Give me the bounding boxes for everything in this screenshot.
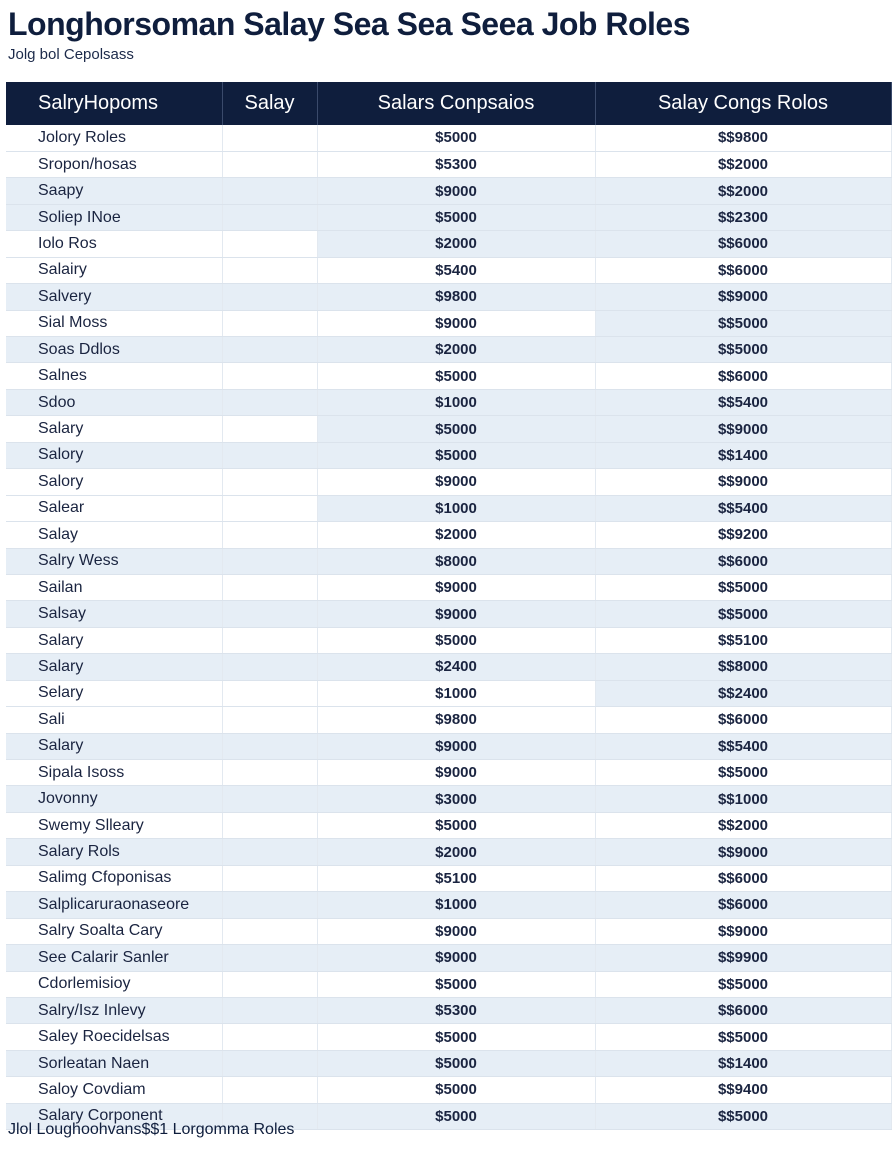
role-cell: Sailan: [6, 574, 222, 600]
range-cell: $$9000: [595, 839, 891, 865]
role-cell: Salary: [6, 733, 222, 759]
role-cell: Salary Rols: [6, 839, 222, 865]
table-row: [6, 654, 891, 680]
salary-cell: [222, 707, 317, 733]
role-cell: Selary: [6, 680, 222, 706]
compensation-cell: $9000: [317, 574, 595, 600]
salary-cell: [222, 812, 317, 838]
compensation-cell: $9000: [317, 178, 595, 204]
role-cell: Sial Moss: [6, 310, 222, 336]
table-row: [6, 971, 891, 997]
range-cell: $$1000: [595, 786, 891, 812]
table-row: [6, 865, 891, 891]
table-row: [6, 284, 891, 310]
range-cell: $$5000: [595, 601, 891, 627]
table-row: [6, 495, 891, 521]
column-header-role: SalryHopoms: [6, 82, 222, 125]
role-cell: See Calarir Sanler: [6, 945, 222, 971]
role-cell: Salairy: [6, 257, 222, 283]
salary-table-container: [6, 82, 891, 1130]
role-cell: Sipala Isoss: [6, 760, 222, 786]
range-cell: $$5000: [595, 1024, 891, 1050]
compensation-cell: $1000: [317, 495, 595, 521]
range-cell: $$9400: [595, 1077, 891, 1103]
role-cell: Salnes: [6, 363, 222, 389]
column-header-range: Salay Congs Rolos: [595, 82, 891, 125]
range-cell: $$9000: [595, 416, 891, 442]
table-row: [6, 204, 891, 230]
salary-cell: [222, 522, 317, 548]
role-cell: Sdoo: [6, 389, 222, 415]
range-cell: $$5100: [595, 627, 891, 653]
role-cell: Swemy Slleary: [6, 812, 222, 838]
compensation-cell: $8000: [317, 548, 595, 574]
role-cell: Salvery: [6, 284, 222, 310]
role-cell: Jolory Roles: [6, 125, 222, 151]
compensation-cell: $5000: [317, 1024, 595, 1050]
salary-cell: [222, 627, 317, 653]
salary-cell: [222, 495, 317, 521]
compensation-cell: $2000: [317, 337, 595, 363]
range-cell: $$9900: [595, 945, 891, 971]
range-cell: $$2000: [595, 151, 891, 177]
table-row: [6, 1050, 891, 1076]
compensation-cell: $9800: [317, 284, 595, 310]
compensation-cell: $5000: [317, 812, 595, 838]
range-cell: $$5400: [595, 389, 891, 415]
table-row: [6, 601, 891, 627]
range-cell: $$6000: [595, 363, 891, 389]
salary-cell: [222, 971, 317, 997]
table-row: [6, 442, 891, 468]
table-row: [6, 310, 891, 336]
salary-cell: [222, 1050, 317, 1076]
salary-cell: [222, 918, 317, 944]
salary-cell: [222, 416, 317, 442]
range-cell: $$6000: [595, 707, 891, 733]
table-row: [6, 469, 891, 495]
range-cell: $$5000: [595, 971, 891, 997]
compensation-cell: $9000: [317, 601, 595, 627]
salary-cell: [222, 363, 317, 389]
salary-cell: [222, 1077, 317, 1103]
salary-cell: [222, 1024, 317, 1050]
table-row: [6, 707, 891, 733]
table-row: [6, 1024, 891, 1050]
table-row: [6, 680, 891, 706]
table-row: [6, 760, 891, 786]
table-row: [6, 178, 891, 204]
page-title: Longhorsoman Salay Sea Sea Seea Job Roles: [8, 6, 690, 42]
salary-cell: [222, 839, 317, 865]
salary-cell: [222, 733, 317, 759]
table-row: [6, 389, 891, 415]
table-row: [6, 522, 891, 548]
table-row: [6, 839, 891, 865]
column-header-compensation: Salars Conpsaios: [317, 82, 595, 125]
role-cell: Salry Wess: [6, 548, 222, 574]
column-header-salary: Salay: [222, 82, 317, 125]
range-cell: $$9000: [595, 284, 891, 310]
salary-cell: [222, 442, 317, 468]
table-header-row: [6, 82, 891, 125]
salary-cell: [222, 231, 317, 257]
salary-cell: [222, 548, 317, 574]
table-row: [6, 892, 891, 918]
range-cell: $$2000: [595, 812, 891, 838]
salary-cell: [222, 892, 317, 918]
compensation-cell: $5000: [317, 416, 595, 442]
compensation-cell: $9000: [317, 310, 595, 336]
compensation-cell: $5000: [317, 627, 595, 653]
range-cell: $$5000: [595, 760, 891, 786]
page-footer: Jlol Loughoohvans$$1 Lorgomma Roles: [8, 1121, 295, 1138]
range-cell: $$2300: [595, 204, 891, 230]
table-row: [6, 231, 891, 257]
compensation-cell: $5400: [317, 257, 595, 283]
role-cell: Salary Corponent: [6, 1103, 222, 1129]
salary-cell: [222, 469, 317, 495]
compensation-cell: $5000: [317, 1103, 595, 1129]
compensation-cell: $1000: [317, 389, 595, 415]
range-cell: $$1400: [595, 1050, 891, 1076]
compensation-cell: $5000: [317, 204, 595, 230]
salary-cell: [222, 284, 317, 310]
range-cell: $$5000: [595, 337, 891, 363]
role-cell: Salimg Cfoponisas: [6, 865, 222, 891]
range-cell: $$5000: [595, 1103, 891, 1129]
salary-cell: [222, 178, 317, 204]
role-cell: Salary: [6, 416, 222, 442]
compensation-cell: $1000: [317, 680, 595, 706]
salary-table: [6, 82, 892, 1130]
role-cell: Salry/Isz Inlevy: [6, 997, 222, 1023]
compensation-cell: $5000: [317, 971, 595, 997]
role-cell: Saley Roecidelsas: [6, 1024, 222, 1050]
range-cell: $$9000: [595, 918, 891, 944]
salary-cell: [222, 601, 317, 627]
salary-cell: [222, 997, 317, 1023]
role-cell: Salsay: [6, 601, 222, 627]
salary-cell: [222, 389, 317, 415]
role-cell: Salry Soalta Cary: [6, 918, 222, 944]
role-cell: Salary: [6, 627, 222, 653]
role-cell: Salay: [6, 522, 222, 548]
compensation-cell: $3000: [317, 786, 595, 812]
role-cell: Salplicaruraonaseore: [6, 892, 222, 918]
salary-cell: [222, 337, 317, 363]
compensation-cell: $5000: [317, 125, 595, 151]
compensation-cell: $5300: [317, 151, 595, 177]
range-cell: $$9000: [595, 469, 891, 495]
role-cell: Salary: [6, 654, 222, 680]
range-cell: $$5000: [595, 574, 891, 600]
compensation-cell: $2400: [317, 654, 595, 680]
compensation-cell: $9800: [317, 707, 595, 733]
salary-cell: [222, 945, 317, 971]
compensation-cell: $1000: [317, 892, 595, 918]
role-cell: Soliep INoe: [6, 204, 222, 230]
salary-cell: [222, 204, 317, 230]
salary-cell: [222, 654, 317, 680]
table-row: [6, 918, 891, 944]
compensation-cell: $5000: [317, 1050, 595, 1076]
range-cell: $$6000: [595, 997, 891, 1023]
range-cell: $$5400: [595, 495, 891, 521]
role-cell: Salory: [6, 442, 222, 468]
range-cell: $$5000: [595, 310, 891, 336]
table-row: [6, 574, 891, 600]
compensation-cell: $2000: [317, 522, 595, 548]
compensation-cell: $9000: [317, 733, 595, 759]
compensation-cell: $9000: [317, 918, 595, 944]
salary-cell: [222, 310, 317, 336]
salary-cell: [222, 680, 317, 706]
compensation-cell: $5300: [317, 997, 595, 1023]
role-cell: Saapy: [6, 178, 222, 204]
salary-cell: [222, 865, 317, 891]
role-cell: Sorleatan Naen: [6, 1050, 222, 1076]
table-row: [6, 257, 891, 283]
range-cell: $$2000: [595, 178, 891, 204]
range-cell: $$9200: [595, 522, 891, 548]
role-cell: Sropon/hosas: [6, 151, 222, 177]
role-cell: Salory: [6, 469, 222, 495]
table-row: [6, 151, 891, 177]
role-cell: Saloy Covdiam: [6, 1077, 222, 1103]
salary-cell: [222, 257, 317, 283]
role-cell: Sali: [6, 707, 222, 733]
compensation-cell: $5000: [317, 363, 595, 389]
table-row: [6, 125, 891, 151]
range-cell: $$6000: [595, 231, 891, 257]
table-row: [6, 363, 891, 389]
table-row: [6, 997, 891, 1023]
table-row: [6, 548, 891, 574]
table-row: [6, 1077, 891, 1103]
compensation-cell: $9000: [317, 945, 595, 971]
table-row: [6, 627, 891, 653]
role-cell: Iolo Ros: [6, 231, 222, 257]
table-row: [6, 945, 891, 971]
compensation-cell: $2000: [317, 231, 595, 257]
range-cell: $$6000: [595, 257, 891, 283]
role-cell: Cdorlemisioy: [6, 971, 222, 997]
range-cell: $$5400: [595, 733, 891, 759]
compensation-cell: $5000: [317, 442, 595, 468]
table-body: [6, 125, 891, 1130]
compensation-cell: $9000: [317, 760, 595, 786]
compensation-cell: $2000: [317, 839, 595, 865]
compensation-cell: $9000: [317, 469, 595, 495]
table-row: [6, 786, 891, 812]
range-cell: $$6000: [595, 865, 891, 891]
range-cell: $$9800: [595, 125, 891, 151]
compensation-cell: $5000: [317, 1077, 595, 1103]
salary-cell: [222, 786, 317, 812]
table-row: [6, 812, 891, 838]
range-cell: $$8000: [595, 654, 891, 680]
range-cell: $$2400: [595, 680, 891, 706]
range-cell: $$6000: [595, 548, 891, 574]
role-cell: Jovonny: [6, 786, 222, 812]
role-cell: Salear: [6, 495, 222, 521]
compensation-cell: $5100: [317, 865, 595, 891]
table-row: [6, 416, 891, 442]
salary-cell: [222, 151, 317, 177]
table-row: [6, 733, 891, 759]
salary-cell: [222, 574, 317, 600]
table-row: [6, 337, 891, 363]
salary-cell: [222, 760, 317, 786]
role-cell: Soas Ddlos: [6, 337, 222, 363]
range-cell: $$6000: [595, 892, 891, 918]
range-cell: $$1400: [595, 442, 891, 468]
salary-cell: [222, 125, 317, 151]
page-subtitle: Jolg bol Cepolsass: [8, 46, 134, 63]
